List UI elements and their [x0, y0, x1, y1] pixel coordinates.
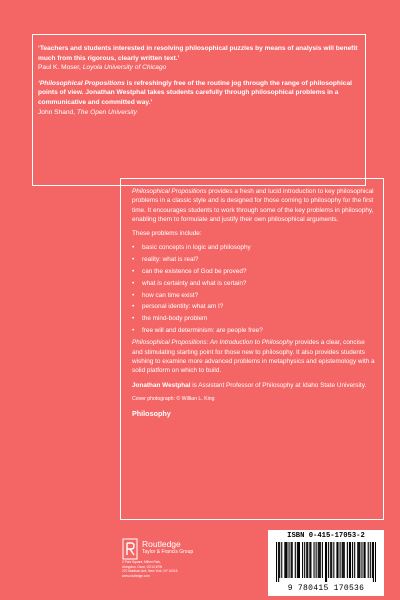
barcode-stripe	[349, 542, 350, 578]
publisher-logo	[122, 538, 242, 593]
barcode-stripe	[358, 542, 359, 578]
bullet-icon: •	[132, 327, 135, 335]
publisher-name: Routledge	[142, 539, 181, 549]
barcode-stripe	[373, 542, 374, 582]
book-description	[132, 187, 376, 418]
list-item: • can the existence of God be proved?	[132, 268, 247, 276]
barcode-stripe	[352, 542, 353, 578]
subject-category: Philosophy	[132, 409, 171, 419]
barcode-stripe	[295, 542, 296, 578]
photo-credit: Cover photograph: © Willian L. King	[132, 395, 215, 402]
barcode-stripe	[291, 542, 292, 578]
barcode-stripe	[309, 542, 310, 578]
barcode-stripe	[347, 542, 348, 578]
barcode-stripe	[322, 542, 323, 578]
barcode-stripe	[307, 542, 308, 578]
list-item: • what is certainty and what is certain?	[132, 279, 247, 287]
barcode-stripe	[276, 542, 277, 582]
list-item: • how can time exist?	[132, 291, 199, 299]
list-item: • basic concepts in logic and philosophy	[132, 244, 251, 252]
list-item: • the mind-body problem	[132, 315, 208, 323]
quote-1-affiliation: Loyola University of Chicago	[82, 64, 167, 72]
barcode-stripe	[299, 542, 300, 578]
list-item: • reality: what is real?	[132, 256, 199, 264]
barcode-stripe	[365, 542, 366, 578]
problems-list	[132, 243, 376, 335]
barcode-stripe	[314, 542, 315, 578]
barcode-stripe	[304, 542, 305, 578]
problems-intro: These problems include:	[132, 230, 202, 238]
barcode-stripe	[298, 542, 299, 578]
barcode-stripe	[361, 542, 362, 578]
barcode-stripe	[354, 542, 355, 578]
barcode-stripe	[285, 542, 286, 578]
barcode-stripe	[286, 542, 287, 578]
address-line: 270 Madison Ave, New York, NY 10016	[122, 569, 178, 574]
barcode-stripe	[302, 542, 303, 578]
barcode-stripe	[297, 542, 298, 578]
intro-paragraph	[132, 187, 376, 224]
barcode-stripe	[281, 542, 282, 578]
barcode-stripe	[368, 542, 369, 578]
barcode-stripe	[292, 542, 293, 578]
bullet-icon: •	[132, 291, 135, 299]
quote-2-affiliation: The Open University	[76, 108, 137, 116]
barcode-stripe	[325, 542, 326, 582]
barcode-bars	[276, 542, 376, 582]
bullet-icon: •	[132, 256, 135, 264]
list-item: • personal identity: what am I?	[132, 303, 224, 311]
barcode-stripe	[310, 542, 311, 578]
barcode-stripe	[340, 542, 341, 578]
barcode-stripe	[359, 542, 360, 578]
routledge-r-icon	[122, 538, 138, 560]
barcode-stripe	[316, 542, 317, 578]
author-bio	[132, 381, 376, 390]
bullet-icon: •	[132, 279, 135, 287]
quote-2-rest: is refreshingly free of the routine jog through the range of philosophical points of view. Jonathan Westphal takes students carefully through philosophical problems in a communicative and committed way.’	[38, 79, 352, 106]
barcode-stripe	[306, 542, 307, 578]
barcode-stripe	[333, 542, 334, 578]
barcode-stripe	[319, 542, 320, 578]
intro-title: Philosophical Propositions	[132, 188, 207, 195]
barcode-stripe	[372, 542, 373, 578]
quote-2-attribution	[38, 108, 362, 118]
quote-1-author: Paul K. Moser,	[38, 64, 81, 72]
barcode-stripe	[336, 542, 337, 578]
publisher-address	[122, 560, 222, 578]
isbn-barcode	[268, 530, 384, 596]
barcode-digits: 9 780415 170536	[287, 584, 365, 593]
barcode-stripe	[344, 542, 345, 578]
author-name: Jonathan Westphal	[132, 381, 191, 389]
bullet-icon: •	[132, 268, 135, 276]
barcode-stripe	[343, 542, 344, 578]
list-item: • free will and determinism: are people free?	[132, 327, 263, 335]
bullet-icon: •	[132, 303, 135, 311]
address-line: www.routledge.com	[122, 573, 150, 578]
barcode-stripe	[342, 542, 343, 578]
quote-2-author: John Shand,	[38, 108, 76, 116]
barcode-stripe	[326, 542, 327, 582]
address-line: Abingdon, Oxon, OX14 4RN	[122, 564, 163, 569]
barcode-stripe	[337, 542, 338, 578]
barcode-stripe	[278, 542, 279, 582]
barcode-stripe	[328, 542, 329, 578]
bullet-icon: •	[132, 244, 135, 252]
quote-1-attribution	[38, 63, 362, 73]
barcode-stripe	[331, 542, 332, 578]
author-bio-text: is Assistant Professor of Philosophy at Idaho State University.	[190, 381, 367, 389]
barcode-stripe	[284, 542, 285, 578]
barcode-stripe	[357, 542, 358, 578]
publisher-group: Taylor & Francis Group	[142, 549, 194, 555]
barcode-stripe	[350, 542, 351, 578]
review-quotes	[38, 44, 362, 123]
quote-2-text	[38, 79, 362, 108]
intro-text: provides a fresh and lucid introduction to key philosophical problems in a classic style and is designed for those coming to philosophy for the first time. It encourages students to work through some of the key problems in philosophy, enabling them to formulate and justify their own philosophical arguments.	[132, 188, 374, 223]
barcode-stripe	[330, 542, 331, 578]
barcode-stripe	[289, 542, 290, 578]
quote-1-text: ‘Teachers and students interested in resolving philosophical puzzles by means of analysis will benefit much from this rigorous, clearly written text.’	[38, 45, 358, 62]
second-title: Philosophical Propositions: An Introduction to Philosophy	[132, 339, 294, 347]
barcode-stripe	[370, 542, 371, 578]
barcode-stripe	[375, 542, 376, 582]
bullet-icon: •	[132, 315, 135, 323]
barcode-stripe	[364, 542, 365, 578]
quote-2-title: ‘Philosophical Propositions	[38, 79, 125, 87]
barcode-stripe	[318, 542, 319, 578]
barcode-icon	[276, 542, 376, 582]
isbn-label: ISBN 0-415-17053-2	[287, 532, 365, 540]
second-text: provides a clear, concise and stimulating starting point for those new to philosophy. It also provides students wishing to examine more advanced problems in metaphysics and epistemology with a solid platform on which to build.	[132, 339, 375, 375]
barcode-stripe	[320, 542, 321, 578]
address-line: 2 Park Square, Milton Park,	[122, 560, 161, 564]
barcode-stripe	[279, 542, 280, 578]
second-paragraph	[132, 338, 376, 375]
